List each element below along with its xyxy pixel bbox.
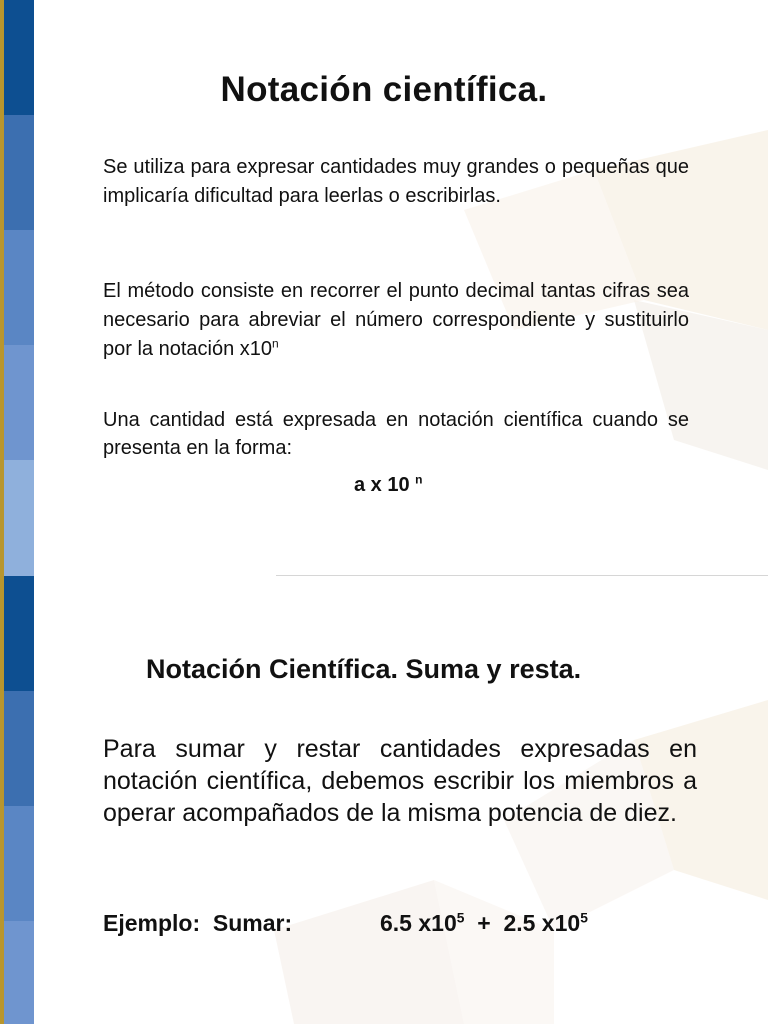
stripe-block <box>4 460 34 576</box>
example-sum-expression <box>380 910 588 937</box>
slide-notacion-cientifica <box>34 0 768 576</box>
definition-paragraph: Se utiliza para expresar cantidades muy grandes o pequeñas que implicaría dificultad para leerlas o escribirlas. <box>103 156 689 207</box>
form-paragraph: Una cantidad está expresada en notación científica cuando se presenta en la forma: <box>103 409 689 459</box>
method-paragraph <box>103 277 689 364</box>
term2-exponent: 5 <box>580 910 588 926</box>
stripe-block <box>4 921 34 1024</box>
slide2-title: Notación Científica. Suma y resta. <box>146 654 582 684</box>
stripe-block <box>4 0 34 115</box>
method-paragraph-text: El método consiste en recorrer el punto decimal tantas cifras sea necesario para abreviar el número correspondiente y sustituirlo por la notación x10 <box>103 280 689 360</box>
scientific-form-formula <box>354 474 423 497</box>
addition-rule-paragraph: Para sumar y restar cantidades expresadas en notación científica, debemos escribir los miembros a operar acompañados de la misma potencia de diez. <box>103 735 697 827</box>
slide1-title: Notación científica. <box>220 70 548 109</box>
formula-exponent: n <box>415 472 423 487</box>
term1-base: 6.5 x10 <box>380 910 457 936</box>
stripe-block <box>4 230 34 345</box>
stripe-block <box>4 691 34 806</box>
stripe-block <box>4 115 34 230</box>
term2-base: 2.5 x10 <box>503 910 581 936</box>
stripe-block <box>4 345 34 460</box>
stripe-block <box>4 576 34 691</box>
slide-suma-y-resta <box>34 576 768 1024</box>
stripe-block <box>4 806 34 921</box>
term1-exponent: 5 <box>456 910 465 926</box>
example-line <box>103 910 588 937</box>
method-exponent: n <box>272 336 279 351</box>
left-accent-stripe <box>0 0 34 1024</box>
plus-operator: + <box>464 910 504 936</box>
example-label: Ejemplo: Sumar: <box>103 910 293 936</box>
formula-base: a x 10 <box>354 474 410 496</box>
